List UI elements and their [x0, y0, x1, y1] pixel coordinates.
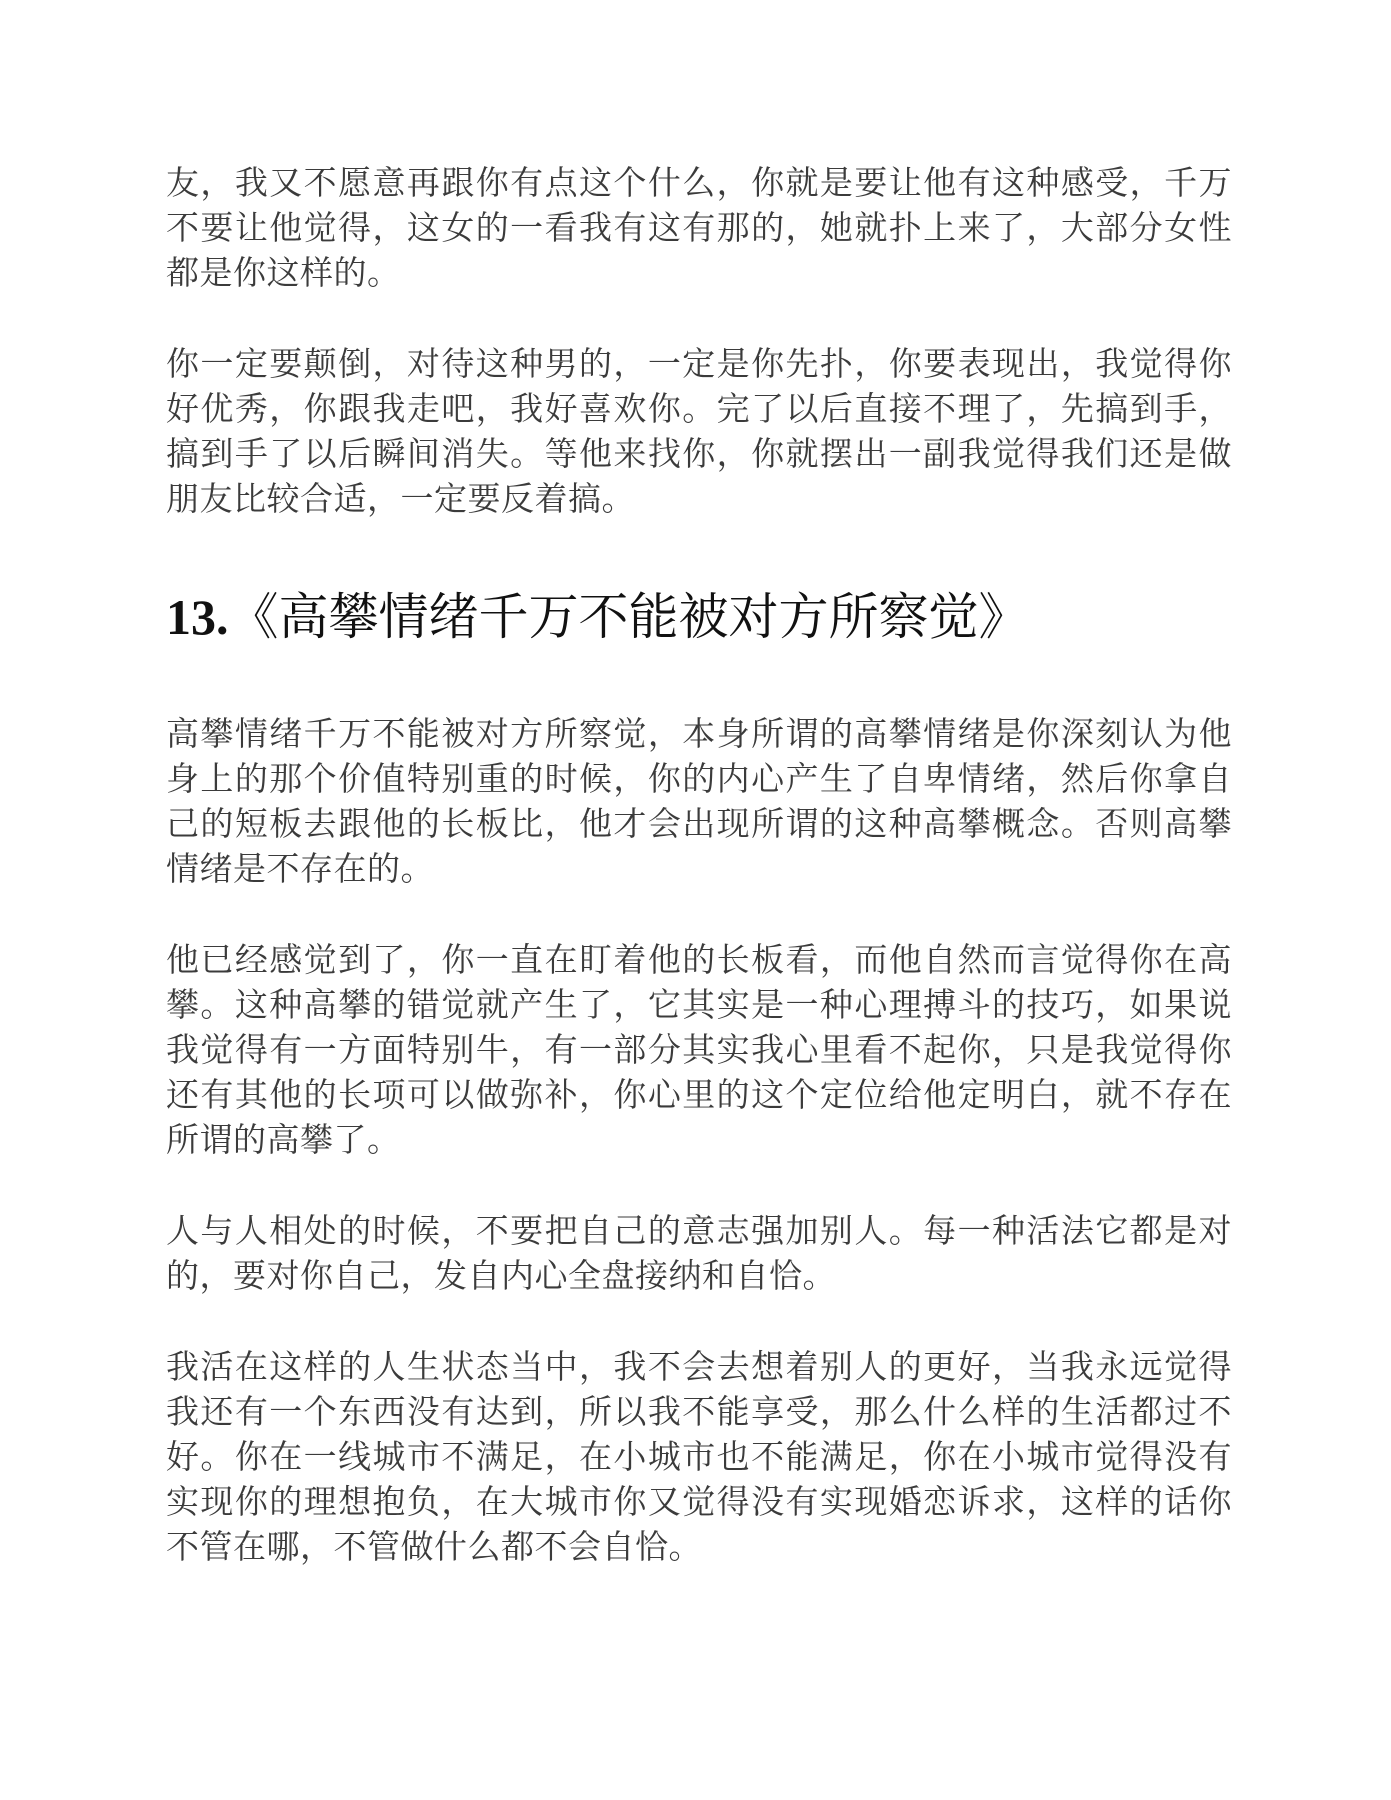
paragraph: 友，我又不愿意再跟你有点这个什么，你就是要让他有这种感受，千万不要让他觉得，这女的一看我有这有那的，她就扑上来了，大部分女性都是你这样的。: [166, 163, 1232, 292]
section-number: 13.: [166, 589, 229, 645]
paragraph: 高攀情绪千万不能被对方所察觉，本身所谓的高攀情绪是你深刻认为他身上的那个价值特别重的时候，你的内心产生了自卑情绪，然后你拿自己的短板去跟他的长板比，他才会出现所谓的这种高攀概念。否则高攀情绪是不存在的。: [166, 714, 1232, 888]
paragraph: 他已经感觉到了，你一直在盯着他的长板看，而他自然而言觉得你在高攀。这种高攀的错觉就产生了，它其实是一种心理搏斗的技巧，如果说我觉得有一方面特别牛，有一部分其实我心里看不起你，只是我觉得你还有其他的长项可以做弥补，你心里的这个定位给他定明白，就不存在所谓的高攀了。: [166, 940, 1232, 1159]
section-title: 《高攀情绪千万不能被对方所察觉》: [228, 588, 1029, 646]
section-heading: [166, 585, 1232, 649]
paragraph: 人与人相处的时候，不要把自己的意志强加别人。每一种活法它都是对的，要对你自己，发自内心全盘接纳和自恰。: [166, 1211, 1232, 1295]
document-body: [166, 160, 1232, 1569]
paragraph: 你一定要颠倒，对待这种男的，一定是你先扑，你要表现出，我觉得你好优秀，你跟我走吧，我好喜欢你。完了以后直接不理了，先搞到手，搞到手了以后瞬间消失。等他来找你，你就摆出一副我觉得我们还是做朋友比较合适，一定要反着搞。: [166, 344, 1232, 518]
paragraph: 我活在这样的人生状态当中，我不会去想着别人的更好，当我永远觉得我还有一个东西没有达到，所以我不能享受，那么什么样的生活都过不好。你在一线城市不满足，在小城市也不能满足，你在小城市觉得没有实现你的理想抱负，在大城市你又觉得没有实现婚恋诉求，这样的话你不管在哪，不管做什么都不会自恰。: [166, 1347, 1232, 1566]
